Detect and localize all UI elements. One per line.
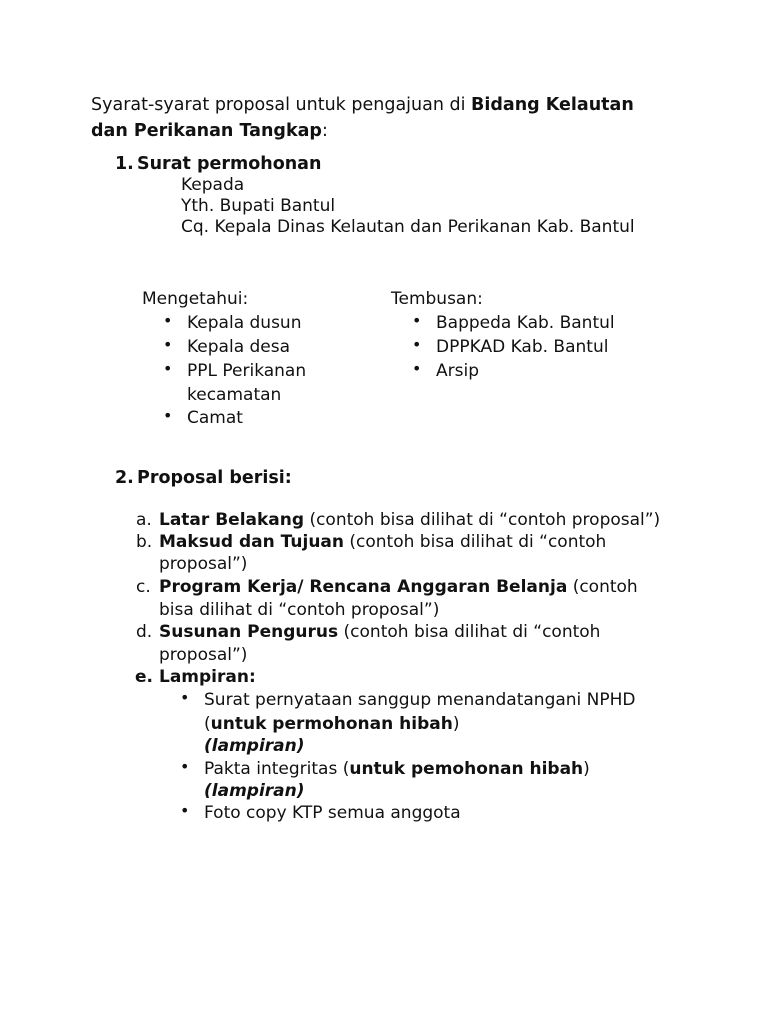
- bullet-icon: •: [180, 757, 190, 776]
- item-c-bold: Program Kerja/ Rencana Anggaran Belanja: [159, 577, 568, 597]
- item-d-rest: (contoh bisa dilihat di “contoh: [338, 622, 601, 642]
- intro-prefix: Syarat-syarat proposal untuk pengajuan di: [91, 95, 472, 115]
- mengetahui-item-4: Camat: [187, 408, 243, 428]
- tembusan-item-1: Bappeda Kab. Bantul: [436, 313, 615, 333]
- address-line-1: Kepada: [181, 175, 245, 195]
- mengetahui-heading: Mengetahui:: [142, 289, 249, 309]
- lampiran-3: Foto copy KTP semua anggota: [204, 803, 461, 823]
- bullet-icon: •: [412, 335, 422, 354]
- mengetahui-item-3: PPL Perikanan: [187, 361, 307, 381]
- item-a-bold: Latar Belakang: [159, 510, 305, 530]
- lampiran-2-text: Pakta integritas (: [204, 759, 350, 779]
- lampiran-2-close: ): [583, 759, 590, 779]
- lampiran-1-line2: [204, 712, 459, 736]
- bullet-icon: •: [412, 359, 422, 378]
- bullet-icon: •: [163, 311, 173, 330]
- item-b-bold: Maksud dan Tujuan: [159, 532, 344, 552]
- section1-heading: [115, 152, 321, 176]
- item-a-rest: (contoh bisa dilihat di “contoh proposal”): [304, 510, 661, 530]
- item-e: [159, 666, 256, 688]
- item-e-bold: Lampiran:: [159, 667, 256, 687]
- tembusan-item-2: DPPKAD Kab. Bantul: [436, 337, 609, 357]
- lampiran-2-italic: (lampiran): [204, 781, 305, 801]
- bullet-icon: •: [180, 801, 190, 820]
- item-b: [159, 531, 606, 553]
- item-b-letter: b.: [136, 532, 153, 552]
- item-c-rest: (contoh: [567, 577, 638, 597]
- bullet-icon: •: [412, 311, 422, 330]
- item-d-bold: Susunan Pengurus: [159, 622, 339, 642]
- lampiran-2: [204, 757, 590, 781]
- lampiran-1-line1: Surat pernyataan sanggup menandatangani NPHD: [204, 690, 636, 710]
- bullet-icon: •: [180, 688, 190, 707]
- item-a: [159, 509, 660, 531]
- item-c: [159, 576, 638, 598]
- lampiran-1-italic: (lampiran): [204, 736, 305, 756]
- tembusan-item-3: Arsip: [436, 361, 479, 381]
- mengetahui-item-1: Kepala dusun: [187, 313, 302, 333]
- section1-title: Surat permohonan: [137, 154, 322, 174]
- mengetahui-item-2: Kepala desa: [187, 337, 291, 357]
- item-c-cont: bisa dilihat di “contoh proposal”): [159, 600, 440, 620]
- section1-number: 1.: [115, 154, 134, 174]
- bullet-icon: •: [163, 406, 173, 425]
- intro-paragraph: [91, 92, 691, 144]
- item-d-letter: d.: [136, 622, 153, 642]
- item-d: [159, 621, 600, 643]
- section2-heading: [115, 466, 292, 490]
- item-c-letter: c.: [136, 577, 151, 597]
- section2-title: Proposal berisi:: [137, 468, 292, 488]
- intro-bold-2: dan Perikanan Tangkap: [91, 121, 322, 141]
- item-e-letter: e.: [135, 667, 153, 687]
- section2-number: 2.: [115, 468, 134, 488]
- item-b-cont: proposal”): [159, 554, 248, 574]
- mengetahui-item-3-cont: kecamatan: [187, 385, 282, 405]
- address-line-2: Yth. Bupati Bantul: [181, 196, 336, 216]
- lampiran-1-open: (: [204, 714, 211, 734]
- bullet-icon: •: [163, 335, 173, 354]
- bullet-icon: •: [163, 359, 173, 378]
- lampiran-1-bold: untuk permohonan hibah: [210, 714, 453, 734]
- tembusan-heading: Tembusan:: [391, 289, 483, 309]
- item-d-cont: proposal”): [159, 645, 248, 665]
- item-a-letter: a.: [136, 510, 152, 530]
- address-line-3: Cq. Kepala Dinas Kelautan dan Perikanan Kab. Bantul: [181, 217, 635, 237]
- intro-bold-1: Bidang Kelautan: [471, 95, 634, 115]
- item-b-rest: (contoh bisa dilihat di “contoh: [344, 532, 607, 552]
- intro-suffix: :: [321, 121, 328, 141]
- lampiran-2-bold: untuk pemohonan hibah: [349, 759, 584, 779]
- lampiran-1-close: ): [452, 714, 460, 734]
